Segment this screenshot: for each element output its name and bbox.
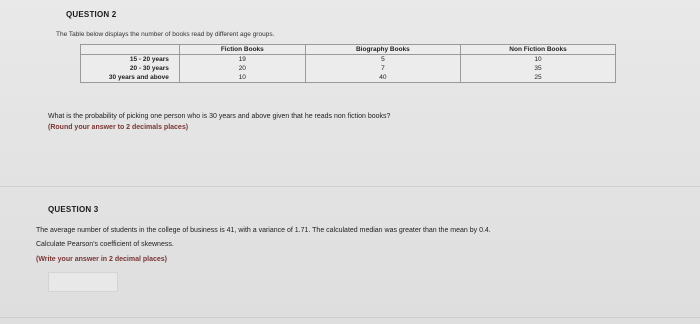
table-cell: 20 <box>179 64 305 73</box>
question-2-heading: QUESTION 2 <box>66 10 117 19</box>
table-header-row <box>81 45 616 55</box>
header-non-fiction-books: Non Fiction Books <box>461 45 616 55</box>
question-2-intro: The Table below displays the number of books read by different age groups. <box>56 31 275 38</box>
bottom-divider <box>0 317 700 318</box>
table-cell: 40 <box>305 73 460 83</box>
table-row <box>81 73 616 83</box>
table-cell: 7 <box>305 64 460 73</box>
table-cell: 10 <box>461 55 616 65</box>
table-header-corner <box>81 45 180 55</box>
question-3-heading: QUESTION 3 <box>48 205 99 214</box>
answer-input-box[interactable] <box>48 272 118 292</box>
table-row <box>81 64 616 73</box>
header-biography-books: Biography Books <box>305 45 460 55</box>
question-3-line-1: The average number of students in the college of business is 41, with a variance of 1.71. The calculated median was greater than the mean by 0.4. <box>36 227 491 234</box>
row-label: 20 - 30 years <box>129 65 169 72</box>
table-cell: 19 <box>179 55 305 65</box>
section-divider <box>0 186 700 187</box>
table-cell: 10 <box>179 73 305 83</box>
table-cell: 5 <box>305 55 460 65</box>
question-3-line-2: Calculate Pearson's coefficient of skewness. <box>36 241 174 248</box>
question-2-text: What is the probability of picking one person who is 30 years and above given that he reads non fiction books? <box>48 113 391 120</box>
row-label: 30 years and above <box>81 73 180 83</box>
question-3-instruction: (Write your answer in 2 decimal places) <box>36 256 167 263</box>
table-cell: 35 <box>461 64 616 73</box>
books-table <box>80 44 616 83</box>
question-2-instruction: (Round your answer to 2 decimals places) <box>48 124 189 131</box>
table-cell: 25 <box>461 73 616 83</box>
table-row <box>81 55 616 65</box>
header-fiction-books: Fiction Books <box>179 45 305 55</box>
row-label: 15 - 20 years <box>129 56 169 63</box>
